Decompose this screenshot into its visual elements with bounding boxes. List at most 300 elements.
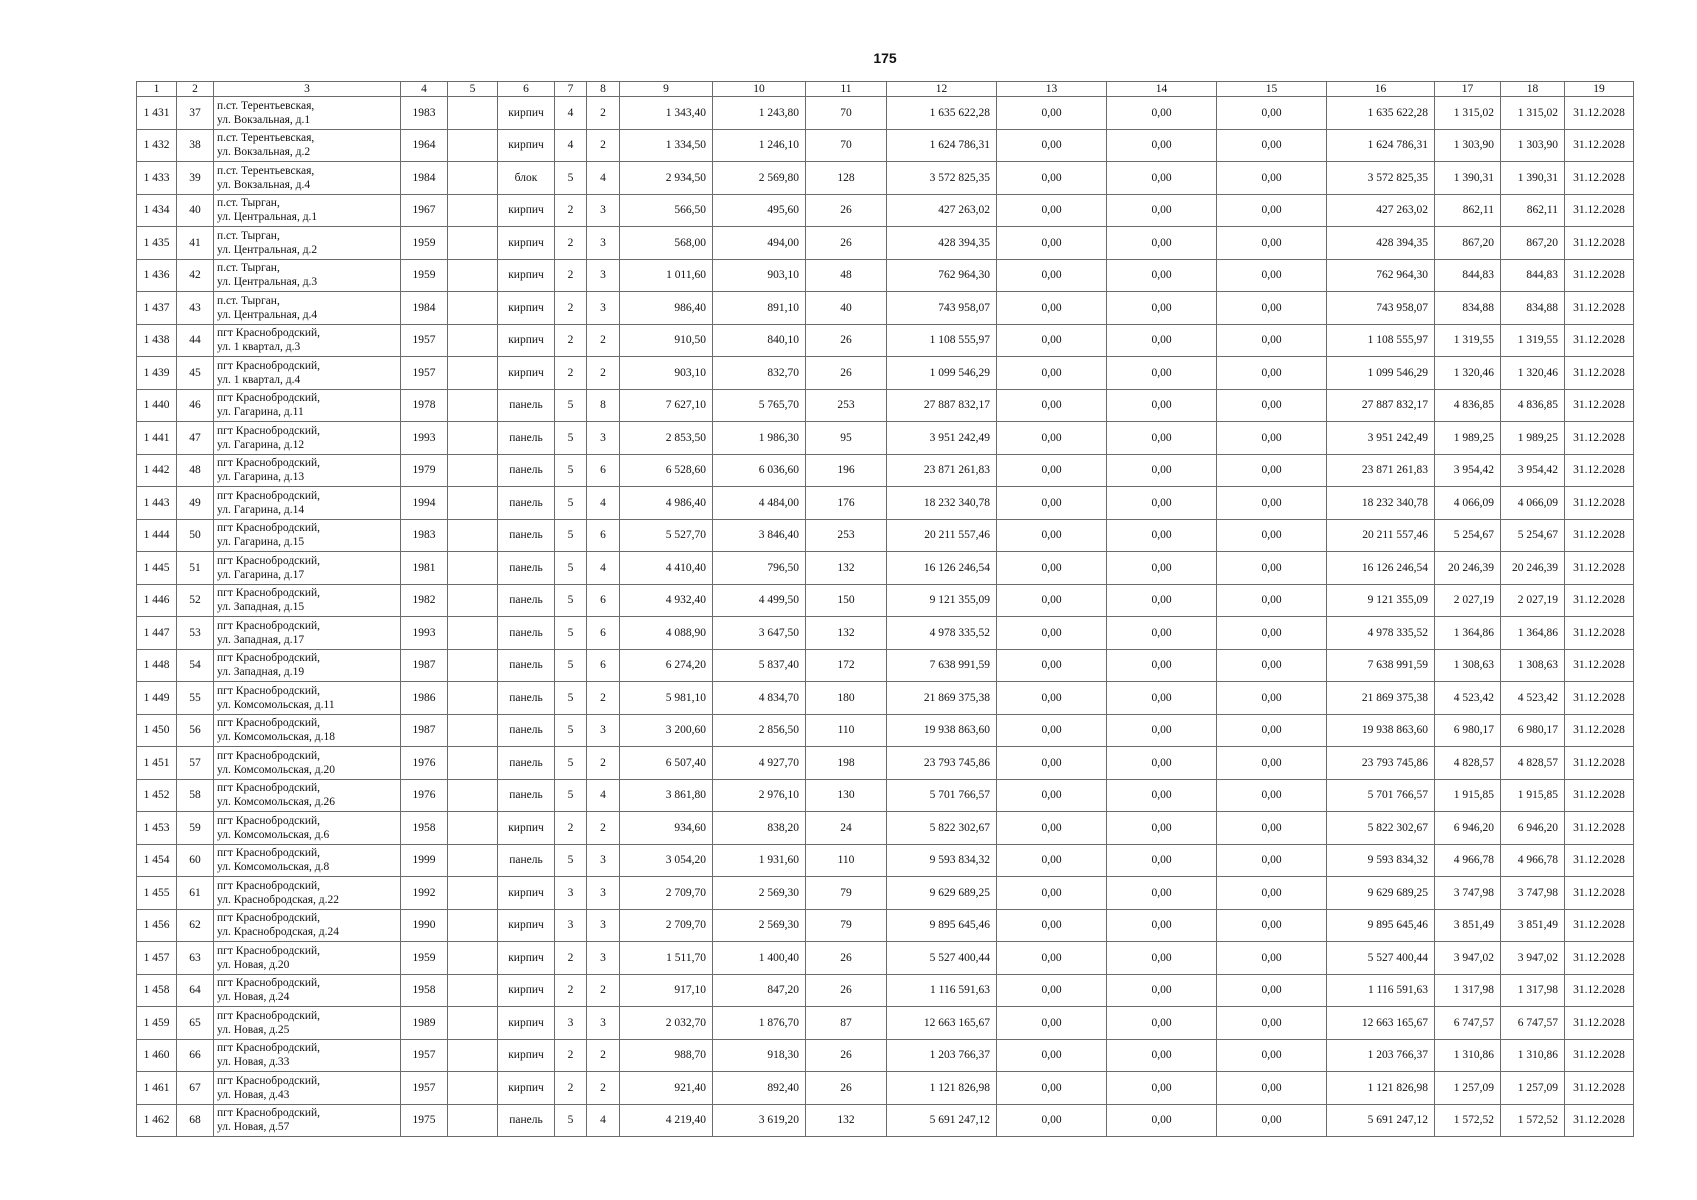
table-cell	[1435, 649, 1501, 682]
cell-value: 6 507,40	[665, 756, 706, 769]
cell-value: 5	[567, 691, 574, 704]
table-cell	[806, 584, 887, 617]
table-cell	[997, 812, 1107, 845]
cell-value: 110	[837, 724, 855, 737]
table-cell	[1565, 292, 1634, 325]
table-cell	[620, 519, 713, 552]
cell-value: 1 440	[143, 399, 170, 412]
column-header: 7	[555, 82, 587, 97]
table-cell	[1501, 162, 1565, 195]
address-line: пгт Краснобродский,	[217, 717, 321, 730]
address-line: пгт Краснобродский,	[217, 912, 321, 925]
table-cell	[587, 97, 620, 130]
table-cell	[401, 129, 448, 162]
cell-value: 5	[567, 1114, 574, 1127]
cell-value: 12 663 165,67	[923, 1016, 990, 1029]
address-line: ул. Новая, д.24	[217, 991, 290, 1004]
cell-value: 20 246,39	[1448, 561, 1494, 574]
table-cell	[806, 552, 887, 585]
cell-value: 5	[567, 854, 574, 867]
cell-value: 1 431	[143, 106, 170, 119]
cell-value: 0,00	[1261, 334, 1282, 347]
cell-value: 1 303,90	[1453, 139, 1494, 152]
table-cell	[713, 194, 806, 227]
cell-value: 45	[189, 366, 201, 379]
table-cell	[806, 909, 887, 942]
cell-value: 2 569,80	[758, 171, 799, 184]
table-cell	[448, 389, 498, 422]
table-cell	[498, 129, 555, 162]
table-cell	[401, 649, 448, 682]
table-cell	[401, 292, 448, 325]
cell-value: 840,10	[767, 334, 799, 347]
cell-value: 31.12.2028	[1573, 269, 1625, 282]
table-row	[137, 779, 1634, 812]
cell-value: 0,00	[1261, 854, 1282, 867]
table-cell	[1327, 714, 1435, 747]
table-cell	[137, 1072, 177, 1105]
table-cell	[1501, 357, 1565, 390]
cell-value: 9 629 689,25	[1367, 886, 1428, 899]
table-cell	[1501, 1104, 1565, 1137]
table-cell	[177, 129, 214, 162]
cell-value: 2	[567, 204, 574, 217]
table-cell	[1107, 292, 1217, 325]
table-cell	[997, 974, 1107, 1007]
address-line: пгт Краснобродский,	[217, 522, 321, 535]
cell-value: 23 793 745,86	[1361, 756, 1428, 769]
cell-value: 762 964,30	[1376, 269, 1428, 282]
address-line: ул. Гагарина, д.13	[217, 471, 305, 484]
table-cell	[401, 779, 448, 812]
address-line: ул. Вокзальная, д.4	[217, 178, 311, 191]
cell-value: 132	[837, 561, 855, 574]
table-cell	[1217, 1104, 1327, 1137]
address-line: ул. Комсомольская, д.6	[217, 828, 330, 841]
table-cell	[555, 519, 587, 552]
cell-value: 0,00	[1151, 1114, 1172, 1127]
table-cell	[1435, 1039, 1501, 1072]
table-cell	[137, 552, 177, 585]
table-row	[137, 682, 1634, 715]
cell-value: 5	[567, 594, 574, 607]
table-row	[137, 454, 1634, 487]
table-cell	[620, 389, 713, 422]
table-cell	[1565, 324, 1634, 357]
table-cell	[1501, 227, 1565, 260]
table-cell	[997, 1104, 1107, 1137]
table-cell	[806, 259, 887, 292]
table-cell	[498, 552, 555, 585]
cell-value: 49	[189, 496, 201, 509]
cell-value: 0,00	[1261, 236, 1282, 249]
table-cell	[1565, 584, 1634, 617]
cell-value: панель	[509, 464, 543, 477]
table-cell	[1435, 942, 1501, 975]
cell-value: 31.12.2028	[1573, 1114, 1625, 1127]
cell-value: 9 121 355,09	[929, 594, 990, 607]
cell-value: 31.12.2028	[1573, 789, 1625, 802]
table-cell	[137, 779, 177, 812]
cell-value: 21 869 375,38	[1361, 691, 1428, 704]
cell-value: 6 274,20	[665, 659, 706, 672]
table-cell	[137, 649, 177, 682]
cell-value: 253	[837, 529, 855, 542]
table-cell	[997, 714, 1107, 747]
cell-value: панель	[509, 691, 543, 704]
table-cell	[177, 552, 214, 585]
table-cell	[997, 552, 1107, 585]
cell-value: 1 319,55	[1517, 334, 1558, 347]
table-cell	[997, 357, 1107, 390]
table-cell	[1327, 1072, 1435, 1105]
table-cell	[1327, 292, 1435, 325]
table-cell	[448, 519, 498, 552]
cell-value: 0,00	[1261, 496, 1282, 509]
cell-value: 1 442	[143, 464, 170, 477]
cell-value: 862,11	[1526, 204, 1558, 217]
address-line: ул. Западная, д.17	[217, 633, 305, 646]
table-cell	[1107, 1039, 1217, 1072]
cell-value: 4 828,57	[1517, 756, 1558, 769]
table-cell	[177, 454, 214, 487]
cell-value: 867,20	[1462, 236, 1494, 249]
table-cell	[401, 227, 448, 260]
cell-value: 1959	[412, 269, 436, 282]
table-cell	[713, 942, 806, 975]
cell-value: 0,00	[1041, 139, 1062, 152]
cell-value: 4 836,85	[1453, 399, 1494, 412]
cell-value: 38	[189, 139, 201, 152]
table-cell	[498, 97, 555, 130]
table-cell	[1107, 324, 1217, 357]
address-line: ул. Гагарина, д.11	[217, 406, 304, 419]
address-line: ул. 1 квартал, д.3	[217, 341, 301, 354]
cell-value: 1957	[412, 1081, 436, 1094]
address-line: п.ст. Терентьевская,	[217, 132, 315, 145]
table-cell	[498, 1039, 555, 1072]
cell-value: 0,00	[1041, 561, 1062, 574]
cell-value: 18 232 340,78	[1361, 496, 1428, 509]
table-cell	[887, 389, 997, 422]
table-cell	[620, 617, 713, 650]
cell-value: 0,00	[1041, 626, 1062, 639]
table-cell	[1501, 682, 1565, 715]
table-cell	[1501, 194, 1565, 227]
table-cell	[806, 714, 887, 747]
table-cell	[401, 259, 448, 292]
table-row	[137, 194, 1634, 227]
cell-value: панель	[509, 399, 543, 412]
cell-value: 95	[840, 431, 852, 444]
address-line: пгт Краснобродский,	[217, 1107, 321, 1120]
table-cell	[1327, 1007, 1435, 1040]
table-cell	[498, 389, 555, 422]
table-cell	[1327, 552, 1435, 585]
table-cell	[448, 617, 498, 650]
cell-value: 1 446	[143, 594, 170, 607]
table-cell	[555, 552, 587, 585]
address-line: пгт Краснобродский,	[217, 782, 321, 795]
table-cell	[1435, 129, 1501, 162]
cell-value: 0,00	[1151, 431, 1172, 444]
table-cell	[137, 942, 177, 975]
table-cell	[806, 422, 887, 455]
cell-value: 253	[837, 399, 855, 412]
table-cell	[1107, 259, 1217, 292]
table-cell	[1217, 519, 1327, 552]
cell-value: 3 200,60	[665, 724, 706, 737]
table-cell	[555, 682, 587, 715]
address-line: пгт Краснобродский,	[217, 359, 321, 372]
cell-value: 427 263,02	[1376, 204, 1428, 217]
table-cell	[620, 227, 713, 260]
table-cell	[887, 909, 997, 942]
cell-value: 1 317,98	[1517, 984, 1558, 997]
cell-value: 0,00	[1151, 561, 1172, 574]
cell-value: 5 254,67	[1453, 529, 1494, 542]
cell-value: 4 978 335,52	[929, 626, 990, 639]
address-line: пгт Краснобродский,	[217, 1009, 321, 1022]
table-cell	[1107, 714, 1217, 747]
address-line: ул. Краснобродская, д.24	[217, 926, 340, 939]
cell-value: 31.12.2028	[1573, 919, 1625, 932]
cell-value: 1978	[412, 399, 436, 412]
table-row	[137, 1104, 1634, 1137]
cell-value: 1 108 555,97	[1367, 334, 1428, 347]
table-cell	[1565, 714, 1634, 747]
table-cell	[1565, 357, 1634, 390]
table-cell	[997, 617, 1107, 650]
cell-value: 5 822 302,67	[1367, 821, 1428, 834]
cell-value: 3	[600, 431, 606, 444]
table-cell	[997, 1072, 1107, 1105]
cell-value: кирпич	[508, 269, 544, 282]
table-cell	[448, 909, 498, 942]
cell-value: 0,00	[1041, 269, 1062, 282]
cell-value: 9 629 689,25	[929, 886, 990, 899]
cell-value: 5	[567, 789, 574, 802]
table-cell	[1435, 454, 1501, 487]
table-cell	[713, 357, 806, 390]
table-cell	[887, 584, 997, 617]
table-cell	[1107, 97, 1217, 130]
table-cell	[1501, 259, 1565, 292]
table-cell	[713, 649, 806, 682]
cell-value: 1967	[412, 204, 436, 217]
table-row	[137, 292, 1634, 325]
table-cell	[401, 974, 448, 1007]
cell-value: 2 027,19	[1453, 594, 1494, 607]
table-cell	[137, 389, 177, 422]
cell-value: 0,00	[1041, 1016, 1062, 1029]
cell-value: 1994	[412, 496, 436, 509]
table-cell	[887, 714, 997, 747]
table-cell	[1327, 1039, 1435, 1072]
table-cell	[1501, 292, 1565, 325]
cell-value: 2 934,50	[665, 171, 706, 184]
table-cell	[1435, 909, 1501, 942]
cell-value: 3 572 825,35	[1367, 171, 1428, 184]
table-cell	[713, 974, 806, 1007]
cell-value: 70	[840, 106, 852, 119]
cell-value: 67	[189, 1081, 201, 1094]
table-cell	[1565, 747, 1634, 780]
cell-value: 19 938 863,60	[1361, 724, 1428, 737]
cell-value: 6	[600, 529, 606, 542]
cell-value: 5 527 400,44	[929, 951, 990, 964]
cell-value: 1 931,60	[758, 854, 799, 867]
cell-value: 21 869 375,38	[923, 691, 990, 704]
table-cell	[1501, 324, 1565, 357]
table-cell	[401, 194, 448, 227]
table-cell	[620, 259, 713, 292]
cell-value: 3 951 242,49	[1367, 431, 1428, 444]
address-line: ул. Новая, д.33	[217, 1056, 290, 1069]
cell-value: 1957	[412, 334, 436, 347]
cell-value: 0,00	[1151, 106, 1172, 119]
cell-value: 5 691 247,12	[1367, 1114, 1428, 1127]
table-cell	[806, 974, 887, 1007]
cell-value: 5	[567, 529, 574, 542]
cell-value: 844,83	[1462, 269, 1494, 282]
cell-value: 1 449	[143, 691, 170, 704]
table-cell	[401, 909, 448, 942]
table-cell	[555, 942, 587, 975]
cell-value: 1 456	[143, 919, 170, 932]
cell-value: 1993	[412, 431, 436, 444]
table-cell	[887, 259, 997, 292]
table-cell	[137, 259, 177, 292]
table-row	[137, 162, 1634, 195]
cell-value: 1958	[412, 984, 436, 997]
table-cell	[555, 812, 587, 845]
cell-value: 26	[840, 951, 852, 964]
table-cell	[887, 617, 997, 650]
table-cell	[401, 877, 448, 910]
table-cell	[713, 324, 806, 357]
column-header: 12	[887, 82, 997, 97]
cell-value: 1 315,02	[1517, 106, 1558, 119]
table-cell	[997, 97, 1107, 130]
table-cell	[1501, 747, 1565, 780]
cell-value: 0,00	[1261, 106, 1282, 119]
table-cell	[498, 747, 555, 780]
cell-value: 3	[567, 919, 574, 932]
table-cell	[214, 487, 401, 520]
table-cell	[620, 552, 713, 585]
table-cell	[214, 97, 401, 130]
table-cell	[448, 1104, 498, 1137]
address-line: ул. Вокзальная, д.2	[217, 146, 311, 159]
cell-value: 2	[567, 269, 574, 282]
table-cell	[620, 877, 713, 910]
table-cell	[806, 324, 887, 357]
cell-value: 6	[600, 659, 606, 672]
cell-value: 1 444	[143, 529, 170, 542]
cell-value: 2 853,50	[665, 431, 706, 444]
cell-value: 921,40	[674, 1081, 706, 1094]
table-cell	[587, 552, 620, 585]
table-cell	[997, 292, 1107, 325]
table-cell	[997, 584, 1107, 617]
table-cell	[620, 909, 713, 942]
table-row	[137, 747, 1634, 780]
table-cell	[806, 97, 887, 130]
cell-value: 2	[600, 1049, 606, 1062]
table-cell	[555, 1007, 587, 1040]
table-cell	[498, 584, 555, 617]
table-cell	[498, 1072, 555, 1105]
cell-value: 31.12.2028	[1573, 496, 1625, 509]
table-row	[137, 974, 1634, 1007]
table-cell	[401, 1007, 448, 1040]
cell-value: 0,00	[1151, 399, 1172, 412]
cell-value: 31.12.2028	[1573, 1016, 1625, 1029]
cell-value: 0,00	[1261, 301, 1282, 314]
table-cell	[555, 649, 587, 682]
address-line: пгт Краснобродский,	[217, 684, 321, 697]
table-cell	[1565, 649, 1634, 682]
table-cell	[587, 779, 620, 812]
table-cell	[1107, 422, 1217, 455]
table-cell	[620, 584, 713, 617]
cell-value: 0,00	[1151, 236, 1172, 249]
table-cell	[1435, 487, 1501, 520]
cell-value: 31.12.2028	[1573, 886, 1625, 899]
address-line: ул. Комсомольская, д.8	[217, 861, 330, 874]
table-cell	[555, 194, 587, 227]
cell-value: 1 099 546,29	[1367, 366, 1428, 379]
table-cell	[713, 1007, 806, 1040]
table-cell	[1217, 942, 1327, 975]
table-cell	[997, 324, 1107, 357]
cell-value: 3 954,42	[1453, 464, 1494, 477]
address-line: п.ст. Тырган,	[217, 229, 280, 242]
table-cell	[806, 519, 887, 552]
cell-value: 31.12.2028	[1573, 691, 1625, 704]
column-header: 8	[587, 82, 620, 97]
cell-value: 1999	[412, 854, 436, 867]
cell-value: 0,00	[1151, 529, 1172, 542]
table-cell	[1565, 552, 1634, 585]
table-cell	[448, 942, 498, 975]
cell-value: 1 121 826,98	[929, 1081, 990, 1094]
cell-value: 5 822 302,67	[929, 821, 990, 834]
cell-value: 2 709,70	[665, 886, 706, 899]
table-cell	[1107, 194, 1217, 227]
table-cell	[1107, 747, 1217, 780]
table-cell	[806, 779, 887, 812]
table-cell	[448, 162, 498, 195]
table-cell	[1435, 552, 1501, 585]
cell-value: 55	[189, 691, 201, 704]
cell-value: 1 989,25	[1517, 431, 1558, 444]
table-cell	[1435, 682, 1501, 715]
table-cell	[713, 877, 806, 910]
table-cell	[448, 747, 498, 780]
table-cell	[448, 97, 498, 130]
table-cell	[1107, 584, 1217, 617]
cell-value: 4 410,40	[665, 561, 706, 574]
address-line: ул. Новая, д.20	[217, 958, 290, 971]
cell-value: 12 663 165,67	[1361, 1016, 1428, 1029]
cell-value: 4	[600, 171, 606, 184]
cell-value: 50	[189, 529, 201, 542]
table-cell	[448, 454, 498, 487]
table-cell	[555, 1104, 587, 1137]
table-cell	[555, 844, 587, 877]
